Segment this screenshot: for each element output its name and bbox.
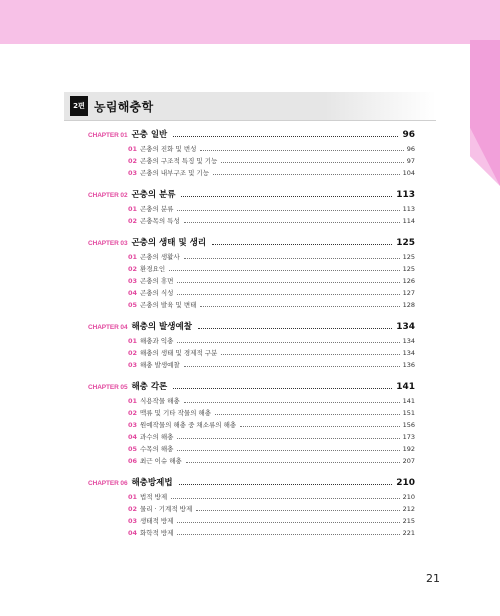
section-row[interactable] bbox=[88, 408, 415, 420]
section-title: 곤충의 휴면 bbox=[140, 277, 174, 285]
section-title: 곤충의 내부구조 및 기능 bbox=[140, 169, 209, 177]
section-row[interactable] bbox=[88, 216, 415, 228]
page-number: 21 bbox=[426, 572, 440, 585]
section-title: 곤충의 구조적 특징 및 기능 bbox=[140, 157, 218, 165]
section-row[interactable] bbox=[88, 528, 415, 540]
dot-leader bbox=[198, 328, 392, 329]
section-number: 03 bbox=[128, 361, 138, 369]
section-number: 04 bbox=[128, 433, 138, 441]
section-title: 물리 · 기계적 방제 bbox=[140, 505, 193, 513]
section-row[interactable] bbox=[88, 156, 415, 168]
dot-leader bbox=[177, 294, 399, 295]
section-page: 134 bbox=[402, 349, 415, 357]
dot-leader bbox=[177, 282, 399, 283]
chapter-title: 해충의 발생예찰 bbox=[131, 322, 192, 332]
dot-leader bbox=[200, 306, 399, 307]
section-page: 136 bbox=[402, 361, 415, 369]
section-row[interactable] bbox=[88, 396, 415, 408]
section-row[interactable] bbox=[88, 144, 415, 156]
section-page: 128 bbox=[402, 301, 415, 309]
section-row[interactable] bbox=[88, 252, 415, 264]
section-number: 01 bbox=[128, 145, 138, 153]
section-page: 113 bbox=[402, 205, 415, 213]
chapter-block bbox=[88, 320, 415, 372]
section-number: 06 bbox=[128, 457, 138, 465]
chapter-title: 곤충의 분류 bbox=[131, 190, 176, 200]
section-row[interactable] bbox=[88, 336, 415, 348]
section-title: 해충과 익충 bbox=[140, 337, 174, 345]
chapter-label: CHAPTER 06 bbox=[88, 480, 128, 487]
section-page: 215 bbox=[402, 517, 415, 525]
dot-leader bbox=[173, 136, 398, 137]
section-page: 156 bbox=[402, 421, 415, 429]
part-title: 농림해충학 bbox=[94, 99, 154, 114]
section-page: 125 bbox=[402, 253, 415, 261]
dot-leader bbox=[184, 366, 400, 367]
section-row[interactable] bbox=[88, 300, 415, 312]
section-title: 맥류 및 기타 작물의 해충 bbox=[140, 409, 212, 417]
section-page: 127 bbox=[402, 289, 415, 297]
section-row[interactable] bbox=[88, 456, 415, 468]
chapter-row[interactable] bbox=[88, 236, 415, 252]
chapter-block bbox=[88, 188, 415, 228]
section-row[interactable] bbox=[88, 432, 415, 444]
section-number: 03 bbox=[128, 421, 138, 429]
chapter-title: 곤충의 생태 및 생리 bbox=[131, 238, 207, 248]
dot-leader bbox=[181, 196, 392, 197]
section-row[interactable] bbox=[88, 276, 415, 288]
chapter-label: CHAPTER 05 bbox=[88, 384, 128, 391]
section-number: 01 bbox=[128, 397, 138, 405]
part-badge: 2편 bbox=[70, 96, 88, 116]
section-page: 173 bbox=[402, 433, 415, 441]
part-header bbox=[64, 92, 436, 121]
chapter-row[interactable] bbox=[88, 380, 415, 396]
chapter-row[interactable] bbox=[88, 188, 415, 204]
section-title: 원예작물의 해충 중 채소류의 해충 bbox=[140, 421, 237, 429]
section-number: 03 bbox=[128, 169, 138, 177]
section-page: 134 bbox=[402, 337, 415, 345]
chapter-row[interactable] bbox=[88, 128, 415, 144]
section-number: 02 bbox=[128, 265, 138, 273]
section-number: 04 bbox=[128, 289, 138, 297]
section-title: 곤충의 생활사 bbox=[140, 253, 180, 261]
chapter-page: 96 bbox=[402, 130, 415, 140]
section-number: 02 bbox=[128, 409, 138, 417]
dot-leader bbox=[173, 388, 392, 389]
dot-leader bbox=[177, 450, 399, 451]
section-number: 05 bbox=[128, 445, 138, 453]
dot-leader bbox=[184, 222, 400, 223]
section-row[interactable] bbox=[88, 504, 415, 516]
dot-leader bbox=[184, 402, 400, 403]
section-number: 01 bbox=[128, 205, 138, 213]
dot-leader bbox=[184, 258, 400, 259]
section-number: 02 bbox=[128, 505, 138, 513]
section-title: 식용작물 해충 bbox=[140, 397, 180, 405]
section-page: 104 bbox=[402, 169, 415, 177]
section-title: 곤충의 분류 bbox=[140, 205, 174, 213]
chapter-title: 곤충 일반 bbox=[131, 130, 168, 140]
chapter-label: CHAPTER 01 bbox=[88, 132, 128, 139]
section-page: 221 bbox=[402, 529, 415, 537]
section-page: 207 bbox=[402, 457, 415, 465]
section-title: 곤충의 발육 및 변태 bbox=[140, 301, 197, 309]
section-row[interactable] bbox=[88, 444, 415, 456]
section-number: 02 bbox=[128, 157, 138, 165]
section-row[interactable] bbox=[88, 288, 415, 300]
section-page: 114 bbox=[402, 217, 415, 225]
dot-leader bbox=[171, 498, 399, 499]
section-page: 96 bbox=[406, 145, 415, 153]
dot-leader bbox=[240, 426, 399, 427]
dot-leader bbox=[212, 244, 392, 245]
dot-leader bbox=[200, 150, 403, 151]
section-number: 01 bbox=[128, 253, 138, 261]
section-page: 151 bbox=[402, 409, 415, 417]
section-title: 최근 이슈 해충 bbox=[140, 457, 182, 465]
section-title: 해충의 생태 및 경제적 구분 bbox=[140, 349, 218, 357]
chapter-label: CHAPTER 03 bbox=[88, 240, 128, 247]
section-number: 01 bbox=[128, 337, 138, 345]
section-number: 02 bbox=[128, 217, 138, 225]
section-title: 수목의 해충 bbox=[140, 445, 174, 453]
section-title: 법적 방제 bbox=[140, 493, 168, 501]
section-page: 141 bbox=[402, 397, 415, 405]
section-row[interactable] bbox=[88, 264, 415, 276]
dot-leader bbox=[177, 534, 399, 535]
dot-leader bbox=[215, 414, 400, 415]
section-row[interactable] bbox=[88, 492, 415, 504]
section-page: 126 bbox=[402, 277, 415, 285]
section-number: 05 bbox=[128, 301, 138, 309]
dot-leader bbox=[177, 438, 399, 439]
table-of-contents bbox=[88, 128, 415, 548]
section-row[interactable] bbox=[88, 348, 415, 360]
dot-leader bbox=[196, 510, 399, 511]
chapter-page: 141 bbox=[396, 382, 415, 392]
dot-leader bbox=[221, 162, 403, 163]
dot-leader bbox=[179, 484, 393, 485]
section-number: 03 bbox=[128, 517, 138, 525]
chapter-row[interactable] bbox=[88, 476, 415, 492]
section-number: 03 bbox=[128, 277, 138, 285]
section-page: 210 bbox=[402, 493, 415, 501]
section-title: 화학적 방제 bbox=[140, 529, 174, 537]
section-row[interactable] bbox=[88, 204, 415, 216]
chapter-block bbox=[88, 380, 415, 468]
chapter-title: 해충 각론 bbox=[131, 382, 168, 392]
section-page: 125 bbox=[402, 265, 415, 273]
section-title: 환경요인 bbox=[140, 265, 166, 273]
chapter-block bbox=[88, 236, 415, 312]
section-row[interactable] bbox=[88, 516, 415, 528]
chapter-page: 125 bbox=[396, 238, 415, 248]
section-page: 212 bbox=[402, 505, 415, 513]
top-decorative-band bbox=[0, 0, 500, 44]
section-row[interactable] bbox=[88, 360, 415, 372]
chapter-row[interactable] bbox=[88, 320, 415, 336]
section-number: 04 bbox=[128, 529, 138, 537]
chapter-block bbox=[88, 128, 415, 180]
section-row[interactable] bbox=[88, 168, 415, 180]
chapter-block bbox=[88, 476, 415, 540]
dot-leader bbox=[177, 342, 399, 343]
section-page: 192 bbox=[402, 445, 415, 453]
section-title: 곤충목의 특성 bbox=[140, 217, 180, 225]
section-number: 01 bbox=[128, 493, 138, 501]
dot-leader bbox=[221, 354, 399, 355]
section-title: 곤충의 진화 및 번성 bbox=[140, 145, 197, 153]
dot-leader bbox=[177, 210, 399, 211]
chapter-page: 210 bbox=[396, 478, 415, 488]
chapter-page: 134 bbox=[396, 322, 415, 332]
section-page: 97 bbox=[406, 157, 415, 165]
section-title: 곤충의 식성 bbox=[140, 289, 174, 297]
chapter-label: CHAPTER 04 bbox=[88, 324, 128, 331]
dot-leader bbox=[169, 270, 399, 271]
chapter-title: 해충방제법 bbox=[131, 478, 173, 488]
chapter-label: CHAPTER 02 bbox=[88, 192, 128, 199]
dot-leader bbox=[213, 174, 400, 175]
section-title: 생태적 방제 bbox=[140, 517, 174, 525]
chapter-page: 113 bbox=[396, 190, 415, 200]
section-row[interactable] bbox=[88, 420, 415, 432]
section-number: 02 bbox=[128, 349, 138, 357]
dot-leader bbox=[177, 522, 399, 523]
section-title: 과수의 해충 bbox=[140, 433, 174, 441]
section-title: 해충 발생예찰 bbox=[140, 361, 180, 369]
dot-leader bbox=[186, 462, 400, 463]
